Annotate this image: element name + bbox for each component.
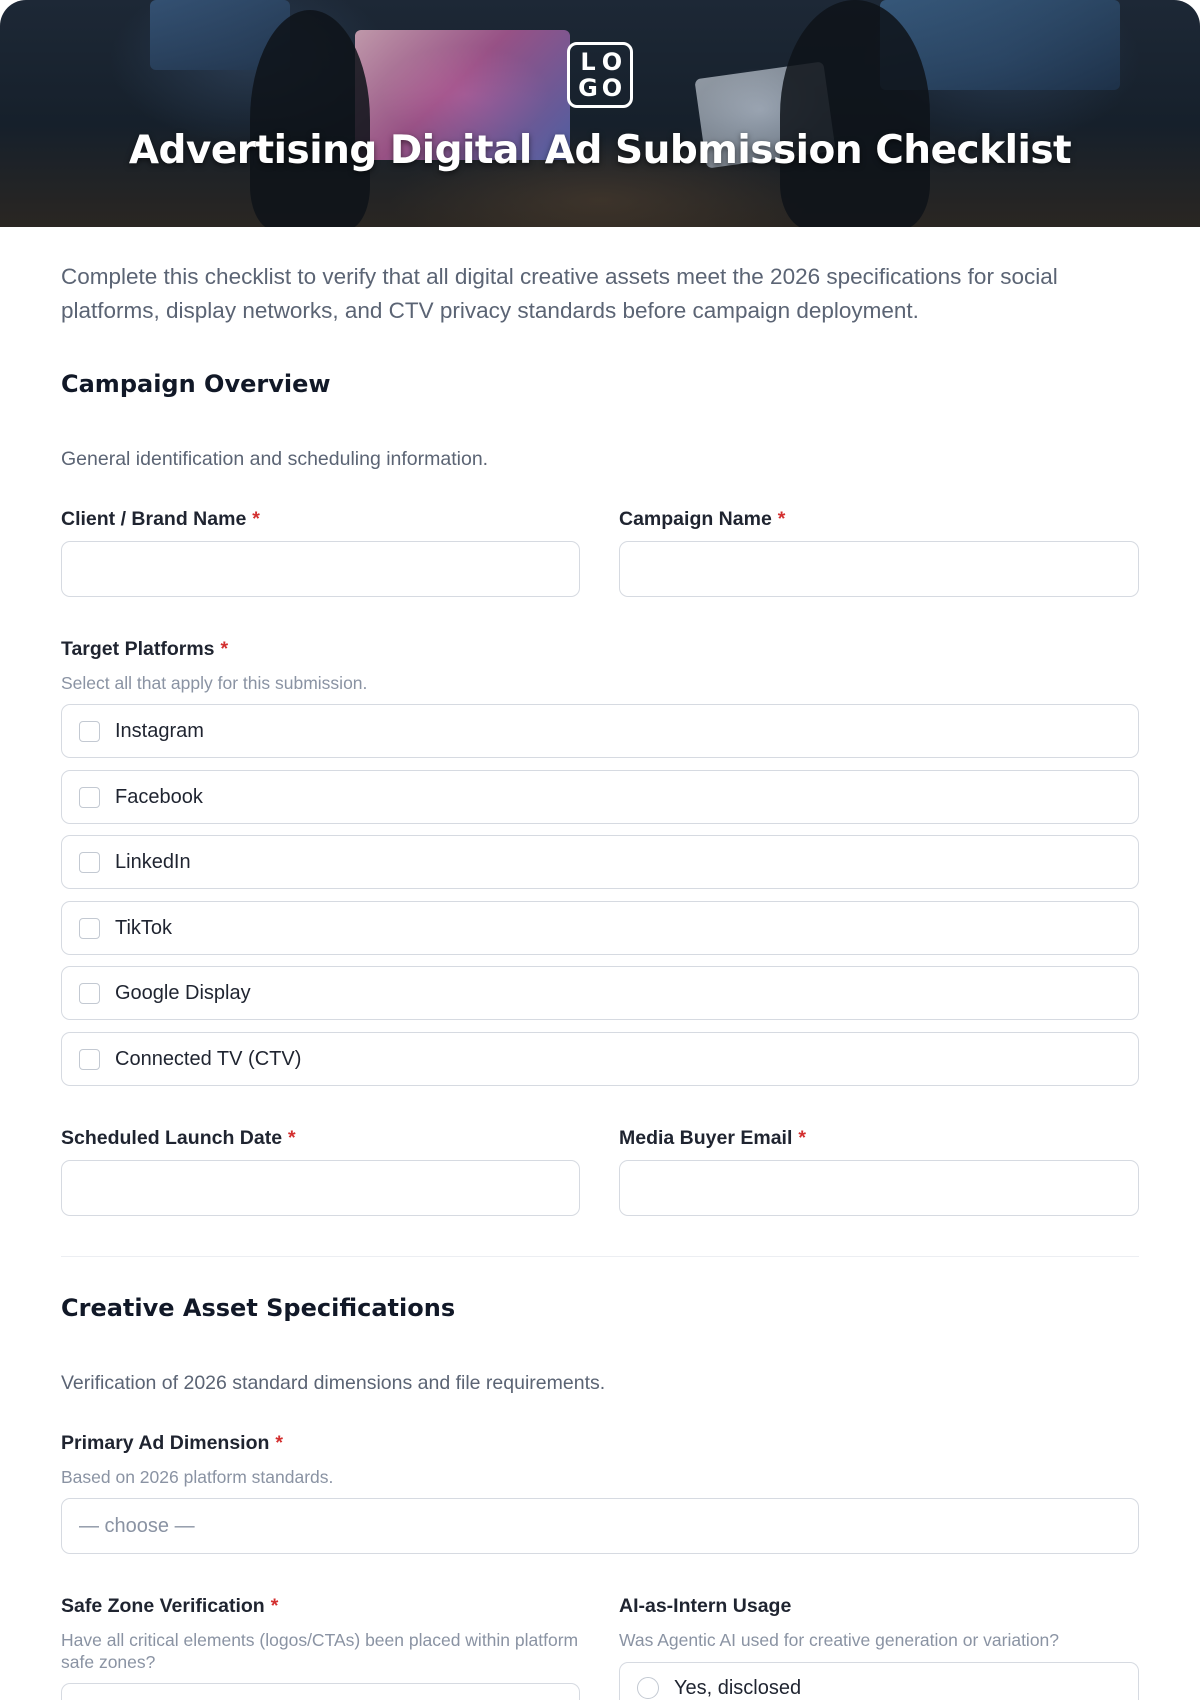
select-placeholder: — choose — <box>79 1514 195 1537</box>
platform-option-google-display[interactable] <box>61 966 1139 1020</box>
target-platforms-label <box>61 638 228 661</box>
section-title-campaign-overview: Campaign Overview <box>61 370 331 398</box>
checkbox[interactable] <box>79 1049 100 1070</box>
logo-letter: G <box>578 74 598 102</box>
background-person <box>250 10 370 227</box>
logo-letter: L <box>580 48 596 76</box>
platform-option-ctv[interactable] <box>61 1032 1139 1086</box>
platform-option-instagram[interactable] <box>61 704 1139 758</box>
radio-button[interactable] <box>637 1677 659 1699</box>
primary-dimension-label <box>61 1432 283 1455</box>
checkbox[interactable] <box>79 918 100 939</box>
campaign-name-label <box>619 508 785 531</box>
option-label: TikTok <box>115 916 173 939</box>
ai-usage-hint: Was Agentic AI used for creative generation or variation? <box>619 1630 1060 1650</box>
option-label: Google Display <box>115 981 251 1004</box>
checkbox[interactable] <box>79 721 100 742</box>
label-text: Safe Zone Verification <box>61 1595 265 1617</box>
label-text: Media Buyer Email <box>619 1127 793 1149</box>
safe-zone-hint: Have all critical elements (logos/CTAs) been placed within platform safe zones? <box>61 1630 579 1672</box>
section-divider <box>61 1256 1139 1257</box>
platform-option-linkedin[interactable] <box>61 835 1139 889</box>
checkbox[interactable] <box>79 983 100 1004</box>
required-mark: * <box>777 508 786 530</box>
logo-letter: O <box>601 74 623 102</box>
form-content <box>61 260 1139 1699</box>
label-text: AI-as-Intern Usage <box>619 1595 792 1617</box>
label-text: Scheduled Launch Date <box>61 1127 283 1149</box>
required-mark: * <box>270 1595 279 1617</box>
option-label: LinkedIn <box>115 850 191 873</box>
required-mark: * <box>275 1432 284 1454</box>
ai-usage-label <box>619 1595 791 1618</box>
form-intro: Complete this checklist to verify that all digital creative assets meet the 2026 specifications for social platforms, display networks, and CTV privacy standards before campaign deployment. <box>61 264 1058 323</box>
section-title-creative-specs: Creative Asset Specifications <box>61 1294 456 1322</box>
label-text: Target Platforms <box>61 638 215 660</box>
target-platforms-hint: Select all that apply for this submission. <box>61 673 368 693</box>
header-banner <box>0 0 1200 227</box>
page-title: Advertising Digital Ad Submission Checklist <box>128 128 1072 173</box>
option-label: Connected TV (CTV) <box>115 1047 302 1070</box>
platform-option-facebook[interactable] <box>61 770 1139 824</box>
required-mark: * <box>220 638 229 660</box>
background-person <box>780 0 930 227</box>
label-text: Client / Brand Name <box>61 508 247 530</box>
checkbox[interactable] <box>79 852 100 873</box>
logo <box>567 42 633 108</box>
launch-date-input[interactable] <box>61 1160 580 1216</box>
media-buyer-email-label <box>619 1127 806 1150</box>
primary-dimension-hint: Based on 2026 platform standards. <box>61 1467 334 1487</box>
launch-date-label <box>61 1127 296 1150</box>
client-name-input[interactable] <box>61 541 580 597</box>
logo-letter: O <box>601 48 623 76</box>
option-label: Instagram <box>115 719 204 742</box>
label-text: Campaign Name <box>619 508 772 530</box>
safe-zone-input[interactable] <box>61 1683 580 1700</box>
option-label: Facebook <box>115 785 203 808</box>
primary-dimension-select[interactable] <box>61 1498 1139 1554</box>
client-name-label <box>61 508 260 531</box>
required-mark: * <box>798 1127 806 1149</box>
section-description: General identification and scheduling information. <box>61 448 489 470</box>
safe-zone-label <box>61 1595 278 1618</box>
required-mark: * <box>288 1127 296 1149</box>
checkbox[interactable] <box>79 787 100 808</box>
section-description: Verification of 2026 standard dimensions and file requirements. <box>61 1372 606 1394</box>
campaign-name-input[interactable] <box>619 541 1139 597</box>
option-label: Yes, disclosed <box>674 1677 802 1699</box>
ai-usage-option-yes[interactable] <box>619 1662 1139 1700</box>
label-text: Primary Ad Dimension <box>61 1432 270 1454</box>
required-mark: * <box>252 508 260 530</box>
media-buyer-email-input[interactable] <box>619 1160 1139 1216</box>
platform-option-tiktok[interactable] <box>61 901 1139 955</box>
